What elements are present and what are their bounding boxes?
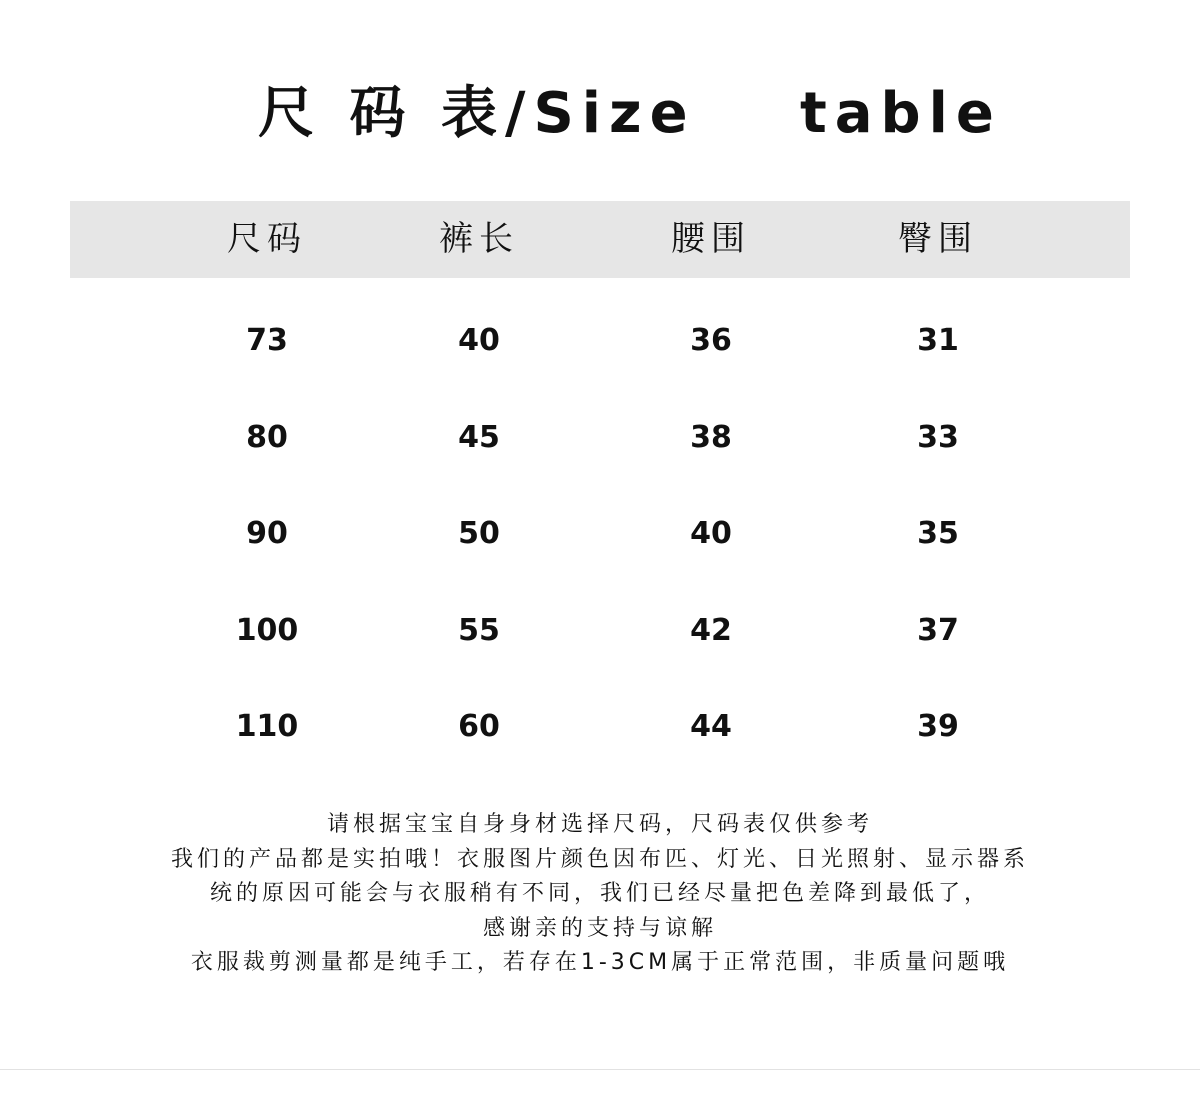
size-table-body xyxy=(70,295,1130,778)
cell-hip: 35 xyxy=(917,516,959,551)
table-row xyxy=(70,392,1130,489)
header-hip: 臀围 xyxy=(898,219,978,259)
size-notes xyxy=(60,808,1140,981)
note-line: 感谢亲的支持与谅解 xyxy=(482,915,717,941)
cell-size: 90 xyxy=(246,516,288,551)
cell-pants-length: 40 xyxy=(458,323,500,358)
table-row xyxy=(70,488,1130,585)
cell-pants-length: 55 xyxy=(458,612,500,648)
cell-size: 80 xyxy=(246,419,288,455)
note-line: 衣服裁剪测量都是纯手工，若存在1-3CM属于正常范围，非质量问题哦 xyxy=(190,950,1010,975)
cell-pants-length: 50 xyxy=(458,516,500,551)
cell-waist: 36 xyxy=(690,323,732,358)
cell-waist: 42 xyxy=(690,612,732,648)
cell-waist: 44 xyxy=(690,709,732,744)
note-line: 我们的产品都是实拍哦！衣服图片颜色因布匹、灯光、日光照射、显示器系 xyxy=(170,846,1029,872)
cell-hip: 31 xyxy=(917,323,959,358)
header-waist: 腰围 xyxy=(671,219,751,259)
title-table: table xyxy=(800,81,1002,146)
cell-waist: 40 xyxy=(690,516,732,551)
header-size: 尺码 xyxy=(227,219,307,259)
cell-size: 100 xyxy=(235,612,299,648)
cell-size: 73 xyxy=(246,323,288,358)
cell-pants-length: 45 xyxy=(458,419,500,455)
cell-waist: 38 xyxy=(690,419,732,455)
title-chinese-size: 尺 码 表/Size xyxy=(258,81,696,146)
note-line: 统的原因可能会与衣服稍有不同，我们已经尽量把色差降到最低了， xyxy=(209,881,990,906)
cell-pants-length: 60 xyxy=(458,709,500,744)
cell-hip: 33 xyxy=(917,419,959,455)
cell-hip: 37 xyxy=(917,612,959,648)
note-line: 请根据宝宝自身身材选择尺码，尺码表仅供参考 xyxy=(326,812,873,837)
table-row xyxy=(70,681,1130,778)
header-pants-length: 裤长 xyxy=(439,219,519,259)
page-title xyxy=(0,70,1200,160)
table-row xyxy=(70,585,1130,682)
cell-size: 110 xyxy=(235,709,299,744)
cell-hip: 39 xyxy=(917,709,959,744)
size-table-header xyxy=(70,201,1130,278)
bottom-divider xyxy=(0,1069,1200,1070)
table-row xyxy=(70,295,1130,392)
